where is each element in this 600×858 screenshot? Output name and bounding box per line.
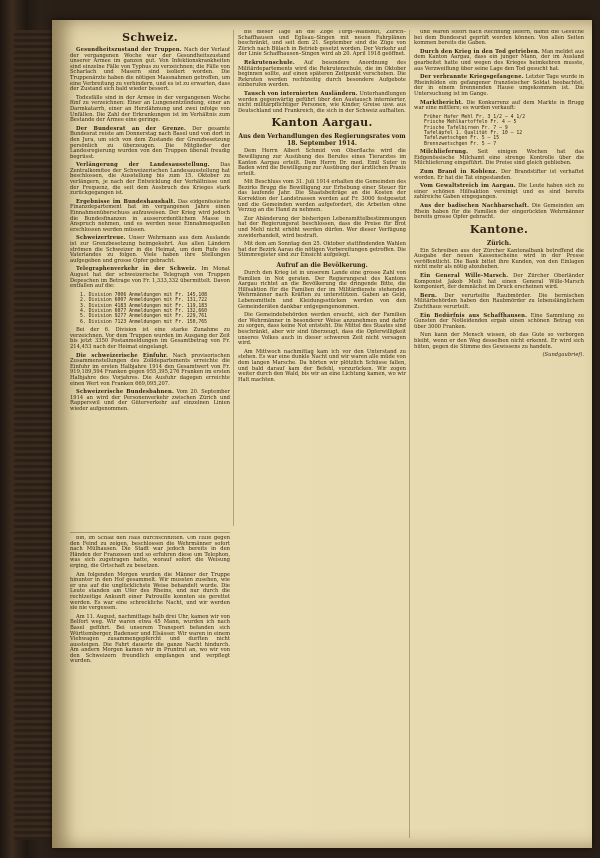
section-heading: Kantone. — [469, 222, 529, 236]
market-row: Frische Mehlkartoffeln Fr. 4 – 5 — [424, 120, 517, 126]
article-paragraph — [238, 217, 406, 239]
article-text: Die Leute haben sich zu einer schönen Hilfsaktion vereinigt und es sind bereits zahlreiche Gaben eingegangen. — [414, 183, 584, 201]
article-text: Ein Schreiben aus der Zürcher Kantonalbank betreffend die Ausgabe der neuen Kassenscheine wird in der Presse veröffentlicht. Die Bank bittet ihre Kunden, von den Einlagen nicht mehr als nötig abzuheben. — [414, 247, 584, 271]
article-lead: Die schweizerische Einfuhr. — [76, 352, 169, 359]
subsection-heading: Zürich. — [486, 239, 512, 247]
article-paragraph — [238, 149, 406, 177]
article-paragraph — [238, 242, 406, 259]
article-paragraph — [238, 350, 406, 384]
column-right — [414, 30, 584, 838]
article-paragraph — [70, 96, 230, 124]
article-paragraph: Am 11. August, nachmittags halb drei Uhr, kamen wir von Belfort weg. Wir waren etwa 45 Mann, wurden ich nach Basel geführt. Bei unserem Transport befanden sich Württemberger, Badenser und Elsässer. Wir waren in einem Viehwagen zusammengepfercht und durften nicht aussteigen. Die Fahrt dauerte die ganze Nacht hindurch. Am andern Morgen kamen wir in Pruntrut an, wo wir von den Schweizern freundlich empfangen und verpflegt wurden. — [70, 613, 230, 665]
article-lead: Aus der badischen Nachbarschaft. — [420, 202, 530, 209]
market-price-list — [424, 115, 584, 147]
article-paragraph — [238, 92, 406, 114]
article-text: Man meldet aus dem Kanton Aargau, dass ein junger Mann, der im Ausland gearbeitet hatte und wegen des Krieges heimkehren musste, aus Verzweiflung über seine Lage den Tod gesucht hat. — [414, 48, 584, 72]
subsection-heading: Aufruf an die Bevölkerung. — [276, 262, 368, 269]
article-text: Unterhandlungen werden gegenwärtig geführt über den Austausch internierter, nicht militärpflichtiger Personen, wie Kinder, Greise usw. aus Deutschland und Frankreich, die sich in der Schweiz aufhalten. — [238, 90, 406, 114]
article-text: Todesfälle sind in der Armee in der vergangenen Woche fünf zu verzeichnen: Einer an Lungenentzündung, einer an Darmkatarrh, einer an Herzlähmung und zwei infolge von Unfällen. Die Zahl der Erkrankungen ist im Verhältnis zum Bestande der Armee eine geringe. — [70, 94, 230, 124]
article-text: Auf besondere Anordnung des Militärdepartements wird die Rekrutenschule, die im Oktober beginnen sollte, auf einen späteren Zeitpunkt verschoben. Die Rekruten werden rechtzeitig durch besondere Aufgebote einberufen werden. — [238, 59, 406, 89]
article-paragraph — [414, 170, 584, 181]
division-row: 5. Division 9277 Anmeldungen mit Fr. 229,761 — [80, 314, 208, 320]
article-lead: Telegraphenverkehr in der Schweiz. — [76, 266, 197, 273]
article-paragraph: Am folgenden Morgen wurden die Männer der Truppe hinunter in den Hof gesammelt. Wir mussten zusehen, wie er uns auf die unglücklichste Weise behandelt wurde. Die Leute standen am Ufer des Rheins, und nur durch die rechtzeitige Ankunft einer Patrouille konnten sie gerettet werden. Es war eine schreckliche Nacht, und wir werden sie nie vergessen. — [70, 571, 230, 612]
article-paragraph: bis dieser Tage an die Zöge Turgi–Waldshut, Zürich–Schaffhausen und Eglisau–Singen mit neuen Fahrplänen beschränkt, und seit dem 21. September sind die Züge von Zürich nach Bülach in Betrieb gesetzt worden. Der Verkehr auf der Linie Schaffhausen–Singen wird ab 20. April 1918 geöffnet. — [238, 30, 406, 58]
article-lead: Ergebnisse im Bundeshaushalt. — [76, 198, 176, 205]
column-middle — [238, 30, 406, 838]
article-paragraph — [70, 127, 230, 161]
article-text: Die Konkurrenz auf dem Markte in Brugg war eine mittlere; es wurden verkauft: — [414, 99, 584, 112]
article-paragraph — [414, 249, 584, 271]
article-lead: Verlängerung der Landesausstellung. — [76, 162, 210, 169]
division-row: 3. Division 4183 Anmeldungen mit Fr. 119,183 — [80, 303, 208, 309]
division-row: 2. Division 6007 Anmeldungen mit Fr. 131,722 — [80, 298, 208, 304]
article-paragraph — [70, 163, 230, 197]
subsection-heading: Aus den Verhandlungen des Regierungsrates vom 18. September 1914. — [238, 133, 406, 148]
market-row: Früher Hafer Mehl Fr. 3 1/2 – 4 1/2 — [424, 114, 526, 120]
article-lead: Gesundheitszustand der Truppen. — [76, 47, 182, 53]
column-left-lower — [70, 536, 230, 838]
article-lead: Ein General Wille-Marsch. — [420, 273, 509, 280]
section-heading: Kanton Aargau. — [271, 116, 373, 130]
article-text: Nach der Verlauf der vergangenen Woche war der Gesundheitszustand unserer Armee im ganzen gut. Von Infektionskrankheiten sind einzelne Fälle von Typhus zu verzeichnen; die Fälle von Scharlach und Masern sind isoliert worden. Die Truppenärzte haben die nötigen Massnahmen getroffen, um eine Verbreitung zu verhindern, und es ist zu erwarten, dass der Zustand sich bald wieder bessert. — [70, 47, 230, 93]
article-paragraph — [414, 294, 584, 311]
article-paragraph — [238, 313, 406, 347]
article-text: Das eidgenössische Finanzdepartement hat im vergangenen Jahre einen Einnahmenüberschuss aufzuweisen. Der Krieg wird jedoch die Bundesfinanzen in ausserordentlichem Masse in Anspruch nehmen, und es werden neue Einnahmequellen erschlossen werden müssen. — [70, 198, 230, 233]
article-lead: Schweizerische Bundesbahnen. — [76, 389, 174, 396]
article-text: Unser Wehrmann aus dem Auslande ist zur Grenzbesetzung heimgekehrt. Aus allen Ländern strömen die Schweizer in die Heimat, um dem Rufe des Vaterlandes zu folgen. Viele haben ihre Stellungen aufgegeben und grosse Opfer gebracht. — [70, 235, 230, 264]
article-paragraph — [414, 184, 584, 201]
article-paragraph: und Waren sofort nach Rechnung liefern, damit die Gesuche bei dem Bundesrat geprüft werden können. Von allen Seiten kommen bereits die Gaben. — [414, 30, 584, 47]
article-lead: Rekrutenschule. — [244, 59, 295, 66]
article-paragraph — [70, 236, 230, 264]
article-text: Der verurteilte Raubmörder. Die bernischen Militärbehörden haben den Raubmörder zu lebenslänglichem Zuchthaus verurteilt. — [414, 292, 584, 311]
article-lead: Schweizertreue. — [76, 235, 126, 242]
article-paragraph — [414, 204, 584, 221]
article-lead: Milchlieferung. — [420, 149, 469, 156]
article-text: Letzter Tage wurde in Rheinfelden ein gefangener französischer Soldat beobachtet, der in einem brennenden Hause umgekommen ist. Die Untersuchung ist im Gange. — [414, 74, 584, 97]
article-text: Am Mittwoch nachmittag kam ich vor den Unterstand zu stehen. Es war eine dunkle Nacht und wir waren alle müde von dem langen Marsche. Da hörten wir plötzlich Schüsse fallen, und bald darauf kam der Befehl, vorzurücken. Wir zogen weiter durch den Wald, bis wir an eine Lichtung kamen, wo wir Halt machten. — [238, 348, 406, 383]
division-row: 1. Division 7006 Anmeldungen mit Fr. 145,108 — [80, 292, 208, 298]
newspaper-page — [52, 20, 592, 848]
article-lead: Der verbrannte Kriegsgefangene. — [420, 74, 524, 81]
article-text: Nach provisorischen Zusammenstellungen des Zolldepartements erreichte die Einfuhr im ersten Halbjahre 1914 den Gesamtwert von Fr. 919,189,594 Franken gegen 955,395,276 Franken im ersten Halbjahre des Vorjahres. Die Ausfuhr dagegen erreichte einen Wert von Franken 669,095,207. — [70, 352, 230, 387]
market-row: Tafeläpfel 1. Qualität Fr. 10 – 12 — [424, 130, 523, 136]
article-text: Nun kann der Mensch wissen, ob das Gute so verborgen bleibt, wenn er den Weg desselben nicht erkennt. Er wird sich hüten, gegen die Stimme des Gewissens zu handeln. — [414, 332, 584, 350]
market-row: Frische Tafelbirnen Fr. 7 – 9 — [424, 125, 508, 131]
article-text: Im Monat August hat der schweizerische Telegraph von Truppen Depeschen im Betrage von Fr. 1,333,332 übermittelt. Davon entfallen auf die: — [70, 266, 230, 290]
section-heading: Schweiz. — [122, 31, 178, 44]
article-paragraph — [70, 328, 230, 350]
market-row: Tafelzwetschgen Fr. 5 – 15 — [424, 136, 500, 142]
division-list — [80, 293, 230, 325]
article-lead: Marktbericht. — [420, 99, 464, 106]
article-text: Bei der 6. Division ist eine starke Zunahme zu verzeichnen. Vor dem Truppen wurden im Ausgang der Zeit bis jetzt 3350 Postanmeldungen im Gesamtbetrag von Fr. 214,453 nach der Heimat eingelangt. — [70, 327, 230, 350]
article-paragraph — [70, 267, 230, 289]
article-text: Dem Herrn Albert Schmid von Oberflachs wird die Bewilligung zur Ausübung des Berufes eines Tierarztes im Kanton Aargau erteilt. Dem Herrn Dr. med. Emil Suter in Baden wird die Bewilligung zur Ausübung der ärztlichen Praxis erteilt. — [238, 148, 406, 177]
article-paragraph — [414, 314, 584, 331]
article-lead: Vom Gewaltstreich im Aargau. — [420, 183, 516, 190]
article-lead: Durch den Krieg in den Tod getrieben. — [420, 48, 540, 55]
article-text: Mit Beschluss vom 31. Juli 1914 erhalten die Gemeinden des Bezirks Brugg die Bewilligung zur Erhebung einer Steuer für das laufende Jahr. Die Staatsbeiträge an die Kosten der Korrektion der Landstrassen werden auf Fr. 3000 festgesetzt und die Gemeinden werden aufgefordert, die Arbeiten ohne Verzug an die Hand zu nehmen. — [238, 179, 406, 214]
article-lead: Bern. — [420, 292, 437, 299]
article-text: Das Zentralkomitee der Schweizerischen Landesausstellung hat beschlossen, die Ausstellung bis zum 15. Oktober zu verlängern, je nach der Entwicklung der Verhältnisse und der Frequenz, die seit dem Ausbruch des Krieges stark zurückgegangen ist. — [70, 162, 230, 197]
division-row: 6. Division 7123 Anmeldungen mit Fr. 150,765 — [80, 319, 208, 325]
article-text: Vom 20. September 1914 an wird der Personenverkehr zwischen Zürich und Rapperswil und der Güterverkehr auf einzelnen Linien wieder aufgenommen. — [70, 389, 230, 412]
article-text: Die Gemeindebehörden werden ersucht, sich der Familien der Wehrmänner in besonderer Weise anzunehmen und dafür zu sorgen, dass keine Not entsteht. Die Mittel des Staates sind beschränkt, aber wir sind überzeugt, dass die Opferwilligkeit unseres Volkes auch in dieser schweren Zeit nicht versagen wird. — [238, 312, 406, 347]
article-paragraph: bin, im Schlaf den Hals durchschnitten. Um Hilfe gegen den Feind zu zeigen, beschlossen die Wehrmänner sofort nach Mülhausen. Die Stadt war jedoch bereits in den Händen der Franzosen und so erfuhren diese um Telephon, was sich zugetragen hatte, worauf sofort die Weisung erging, die Ortschaft zu besetzen. — [70, 536, 230, 569]
column-left — [70, 30, 230, 530]
section-rule — [70, 532, 230, 533]
article-text: Durch den Krieg ist in unserem Lande eine grosse Zahl von Familien in Not geraten. Der Regierungsrat des Kantons Aargau richtet an die Bevölkerung die dringende Bitte, die Hilfsaktion für die Familien der im Militärdienste stehenden Wehrmänner nach Kräften zu unterstützen. Gaben an Geld, Lebensmitteln und Kleidungsstücken werden von den Gemeinderäten dankbar entgegengenommen. — [238, 270, 406, 310]
article-lead: Ein Bedürfnis aus Schaffhausen. — [420, 312, 528, 319]
article-paragraph — [414, 333, 584, 350]
article-paragraph — [414, 50, 584, 72]
article-paragraph — [414, 150, 584, 167]
article-paragraph — [238, 180, 406, 214]
column-rule — [233, 30, 234, 526]
article-paragraph — [414, 274, 584, 291]
article-text: Mit dem am Sonntag den 25. Oktober stattfindenden Wahlen hat der Bezirk Aarau die nötigen Vorbereitungen getroffen. Die Stimmregister sind zur Einsicht aufgelegt. — [238, 241, 406, 259]
article-lead: Zum Brand in Koblenz. — [420, 168, 498, 175]
article-paragraph — [238, 61, 406, 89]
article-text: Eine Sammlung zu Gunsten der Notleidenden ergab einen schönen Betrag von über 3000 Franken. — [414, 312, 584, 330]
article-paragraph — [414, 75, 584, 97]
article-text: Der Brandstifter ist verhaftet worden. Er hat die Tat eingestanden. — [414, 168, 584, 181]
column-rule — [409, 30, 410, 838]
article-paragraph — [70, 200, 230, 234]
article-paragraph — [414, 101, 584, 112]
article-text: Die Gemeinden am Rhein haben für die Familien der eingerückten Wehrmänner bereits grosse Opfer gebracht. — [414, 202, 584, 221]
article-signature: (Sundgaubrief). — [542, 352, 584, 359]
division-row: 4. Division 6077 Anmeldungen mit Fr. 132,660 — [80, 308, 208, 314]
article-paragraph — [70, 48, 230, 93]
article-lead: Tausch von internierten Ausländern. — [244, 90, 358, 97]
article-paragraph — [238, 271, 406, 310]
article-paragraph — [70, 390, 230, 412]
article-lead: Der Bundesrat an der Grenze. — [76, 125, 187, 132]
article-paragraph — [70, 354, 230, 388]
market-row: Brennzwetschgen Fr. 5 – 7 — [424, 141, 497, 147]
article-text: Seit einigen Wochen hat das Eidgenössische Milchamt eine strenge Kontrolle über die Milchlieferung eingeführt. Die Preise sind gleich geblieben. — [414, 149, 584, 167]
article-text: Zur Abänderung der bisherigen Lebensmittelbestimmungen hat der Regierungsrat beschlossen, dass die Preise für Brot und Mehl nicht erhöht werden dürfen. Wer dieser Verfügung zuwiderhandelt, wird bestraft. — [238, 215, 406, 239]
article-text: Der gesamte Bundesrat reiste am Donnerstag nach Basel und von dort in den Jura, um sich von dem Zustande der Grenzbesetzung persönlich zu überzeugen. Die Mitglieder der Landesregierung wurden von den Truppen überall freudig begrüsst. — [70, 125, 230, 160]
article-text: Der Zürcher Oberländer Komponist Jakob Meili hat einen General Wille-Marsch komponiert, der demnächst im Druck erscheinen wird. — [414, 273, 584, 291]
book-binding — [14, 30, 54, 840]
